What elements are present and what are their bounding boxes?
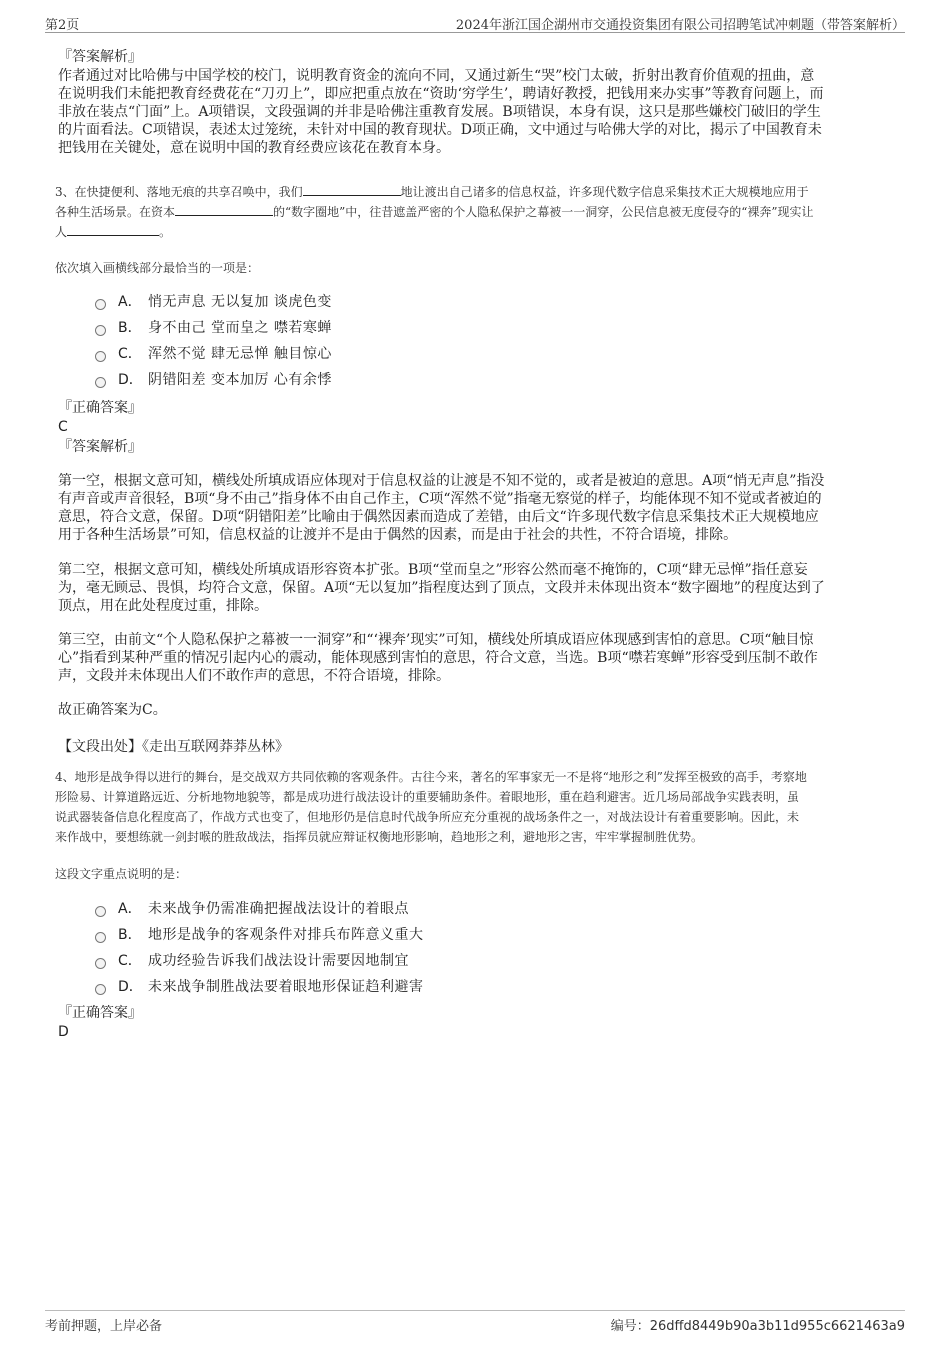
analysis-line: 有声音或声音很轻，B项“身不由己”指身体不由自己作主，C项“浑然不觉”指毫无察觉的样子，均能体现不知不觉或者被迫的 bbox=[58, 491, 822, 507]
q3-analysis-para-3 bbox=[58, 631, 893, 685]
q3-text-part: 地让渡出自己诸多的信息权益，许多现代数字信息采集技术正大规模地应用于 bbox=[400, 185, 809, 199]
radio-icon[interactable] bbox=[95, 906, 106, 917]
correct-answer-label: 『正确答案』 bbox=[58, 400, 142, 416]
correct-answer-label: 『正确答案』 bbox=[58, 1005, 142, 1021]
option-label: D． bbox=[118, 372, 143, 388]
analysis-line: 非放在装点“门面”上。A项错误，文段强调的并非是哈佛注重教育发展。B项错误，本身有误，这只是那些嫌校门破旧的学生 bbox=[58, 104, 821, 120]
q4-text-line: 形险易、计算道路远近、分析地物地貌等，都是成功进行战法设计的重要辅助条件。着眼地形，重在趋利避害。近几场局部战争实践表明，虽 bbox=[55, 790, 800, 804]
correct-answer-value: C bbox=[58, 419, 68, 435]
radio-icon[interactable] bbox=[95, 299, 106, 310]
question-3-options bbox=[95, 288, 332, 392]
analysis-line: 第一空，根据文意可知，横线处所填成语应体现对于信息权益的让渡是不知不觉的，或者是被迫的意思。A项“悄无声息”指没 bbox=[58, 473, 825, 489]
q3-analysis-para-1 bbox=[58, 472, 893, 544]
option-a[interactable] bbox=[95, 288, 332, 314]
fill-blank-2 bbox=[175, 203, 273, 216]
analysis-line: 把钱用在关键处，意在说明中国的教育经费应该花在教育本身。 bbox=[58, 140, 450, 156]
correct-answer-value: D bbox=[58, 1024, 69, 1040]
code-value: 26dffd8449b90a3b11d955c6621463a9 bbox=[649, 1319, 905, 1334]
option-d[interactable] bbox=[95, 973, 424, 999]
footer-slogan: 考前押题，上岸必备 bbox=[45, 1319, 163, 1334]
q4-text-line: 来作战中，要想练就一剑封喉的胜敌战法，指挥员就应辩证权衡地形影响，趋地形之利，避地形之害，牢牢掌握制胜优势。 bbox=[55, 830, 704, 844]
radio-icon[interactable] bbox=[95, 932, 106, 943]
option-label: A． bbox=[118, 901, 142, 917]
q4-text-line: 4、地形是战争得以进行的舞台，是交战双方共同依赖的客观条件。古往今来，著名的军事家无一不是将“地形之利”发挥至极致的高手，考察地 bbox=[55, 770, 807, 784]
option-b[interactable] bbox=[95, 314, 332, 340]
radio-icon[interactable] bbox=[95, 377, 106, 388]
fill-blank-3 bbox=[67, 223, 159, 236]
option-a[interactable] bbox=[95, 895, 424, 921]
q3-text-part: 3、在快捷便利、落地无痕的共享召唤中，我们 bbox=[55, 185, 303, 199]
analysis-label: 『答案解析』 bbox=[58, 49, 142, 65]
q2-analysis bbox=[58, 48, 893, 157]
option-label: B． bbox=[118, 927, 142, 943]
option-label: D． bbox=[118, 979, 143, 995]
page-footer bbox=[45, 1310, 905, 1333]
page-number: 第2页 bbox=[45, 18, 80, 33]
radio-icon[interactable] bbox=[95, 325, 106, 336]
option-text: 身不由己 堂而皇之 噤若寒蝉 bbox=[148, 320, 332, 336]
fill-blank-1 bbox=[303, 183, 401, 196]
page-header bbox=[45, 12, 905, 33]
option-label: A． bbox=[118, 294, 142, 310]
q3-text-part: 各种生活场景。在资本 bbox=[55, 205, 176, 219]
question-4-prompt: 这段文字重点说明的是： bbox=[55, 867, 188, 881]
question-3-text bbox=[55, 182, 897, 242]
option-text: 成功经验告诉我们战法设计需要因地制宜 bbox=[148, 953, 409, 969]
code-label: 编号： bbox=[610, 1319, 650, 1334]
document-title: 2024年浙江国企湖州市交通投资集团有限公司招聘笔试冲刺题（带答案解析） bbox=[455, 18, 905, 33]
analysis-line: 心”指看到某种严重的情况引起内心的震动，能体现感到害怕的意思，符合文意，当选。B项“噤若寒蝉”形容受到压制不敢作 bbox=[58, 650, 818, 666]
option-text: 地形是战争的客观条件对排兵布阵意义重大 bbox=[148, 927, 424, 943]
question-4-text bbox=[55, 767, 897, 847]
analysis-line: 作者通过对比哈佛与中国学校的校门，说明教育资金的流向不同，又通过新生“哭”校门太破，折射出教育价值观的扭曲，意 bbox=[58, 68, 815, 84]
q3-text-part: 的“数字圈地”中，往昔遮盖严密的个人隐私保护之幕被一一洞穿，公民信息被无度侵夺的“裸奔”现实让 bbox=[273, 205, 814, 219]
radio-icon[interactable] bbox=[95, 958, 106, 969]
q3-text-part: 。 bbox=[159, 225, 172, 239]
option-label: B． bbox=[118, 320, 142, 336]
option-d[interactable] bbox=[95, 366, 332, 392]
analysis-label: 『答案解析』 bbox=[58, 439, 142, 455]
analysis-line: 用于各种生活场景”可知，信息权益的让渡并不是由于偶然的因素，而是由于社会的共性，不符合语境，排除。 bbox=[58, 527, 738, 543]
radio-icon[interactable] bbox=[95, 351, 106, 362]
option-text: 未来战争制胜战法要着眼地形保证趋利避害 bbox=[148, 979, 424, 995]
analysis-line: 意思，符合文意，保留。D项“阴错阳差”比喻由于偶然因素而造成了差错，由后文“许多现代数字信息采集技术正大规模地应 bbox=[58, 509, 819, 525]
option-c[interactable] bbox=[95, 947, 424, 973]
analysis-line: 第三空，由前文“个人隐私保护之幕被一一洞穿”和“‘裸奔’现实”可知，横线处所填成语应体现感到害怕的意思。C项“触目惊 bbox=[58, 632, 814, 648]
radio-icon[interactable] bbox=[95, 984, 106, 995]
q3-analysis-para-2 bbox=[58, 561, 893, 615]
analysis-line: 为，毫无顾忌、畏惧，均符合文意，保留。A项“无以复加”指程度达到了顶点，文段并未体现出资本“数字圈地”的程度达到了 bbox=[58, 580, 825, 596]
option-label: C． bbox=[118, 953, 142, 969]
option-text: 悄无声息 无以复加 谈虎色变 bbox=[148, 294, 332, 310]
analysis-line: 在说明我们未能把教育经费花在“刀刃上”，即应把重点放在“资助‘穷学生’，聘请好教授，把钱用来办实事”等教育问题上，而 bbox=[58, 86, 824, 102]
q3-text-part: 人 bbox=[55, 225, 68, 239]
option-text: 阴错阳差 变本加厉 心有余悸 bbox=[148, 372, 332, 388]
analysis-line: 顶点，用在此处程度过重，排除。 bbox=[58, 598, 268, 614]
analysis-line: 第二空，根据文意可知，横线处所填成语形容资本扩张。B项“堂而皇之”形容公然而毫不掩饰的，C项“肆无忌惮”指任意妄 bbox=[58, 562, 808, 578]
option-text: 浑然不觉 肆无忌惮 触目惊心 bbox=[148, 346, 332, 362]
conclusion-text: 故正确答案为C。 bbox=[58, 702, 167, 718]
q4-text-line: 说武器装备信息化程度高了，作战方式也变了，但地形仍是信息时代战争所应充分重视的战场条件之一，对战法设计有着重要影响。因此，未 bbox=[55, 810, 800, 824]
footer-code bbox=[611, 1315, 905, 1334]
analysis-line: 的片面看法。C项错误，表述太过笼统，未针对中国的教育现状。D项正确，文中通过与哈佛大学的对比，揭示了中国教育未 bbox=[58, 122, 822, 138]
option-b[interactable] bbox=[95, 921, 424, 947]
option-text: 未来战争仍需准确把握战法设计的着眼点 bbox=[148, 901, 409, 917]
analysis-line: 声，文段并未体现出人们不敢作声的意思，不符合语境，排除。 bbox=[58, 668, 450, 684]
question-3-prompt: 依次填入画横线部分最恰当的一项是： bbox=[55, 261, 260, 275]
q4-correct-answer bbox=[58, 1004, 893, 1041]
q3-conclusion bbox=[58, 701, 893, 719]
option-c[interactable] bbox=[95, 340, 332, 366]
q3-correct-answer bbox=[58, 399, 893, 457]
question-4-options bbox=[95, 895, 424, 999]
option-label: C． bbox=[118, 346, 142, 362]
q3-source: 【文段出处】《走出互联网莽莽丛林》 bbox=[58, 739, 289, 755]
